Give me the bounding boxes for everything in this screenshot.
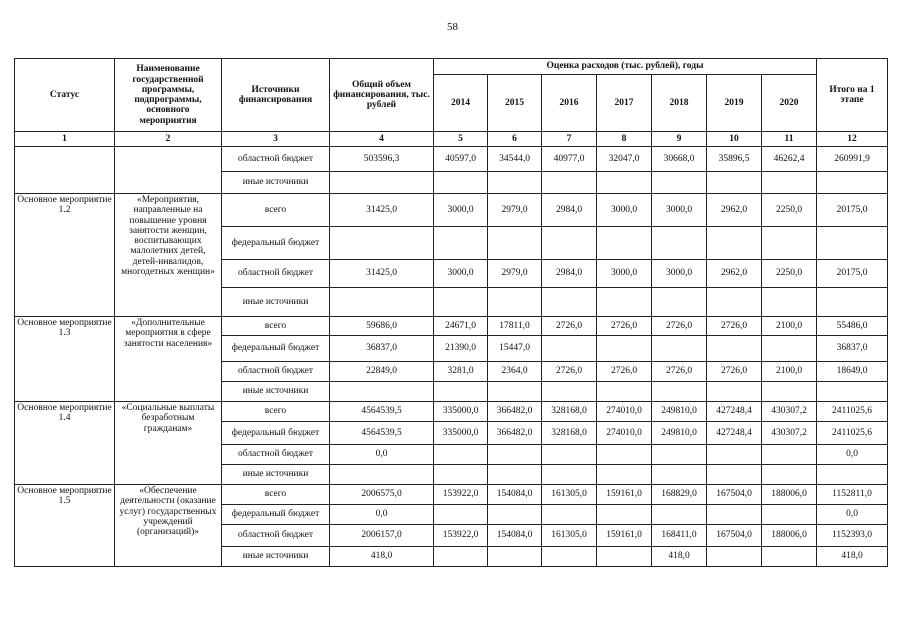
value-cell: 366482,0 (488, 402, 542, 422)
value-cell: 430307,2 (762, 422, 817, 445)
value-cell (488, 172, 542, 194)
value-cell: 2726,0 (707, 317, 762, 336)
financing-table (14, 58, 888, 567)
status-cell: Основное мероприятие 1.2 (15, 194, 115, 317)
value-cell (707, 227, 762, 260)
value-cell: 154084,0 (488, 525, 542, 547)
column-number: 4 (330, 132, 434, 147)
table-row (15, 485, 888, 505)
value-cell (330, 288, 434, 317)
value-cell: 2250,0 (762, 194, 817, 227)
value-cell (817, 227, 888, 260)
column-number: 7 (542, 132, 597, 147)
name-cell: «Дополнительные мероприятия в сфере занятости населения» (115, 317, 222, 402)
value-cell (597, 382, 652, 402)
value-cell: 4564539,5 (330, 402, 434, 422)
source-cell: иные источники (222, 382, 330, 402)
value-cell (542, 288, 597, 317)
value-cell: 22849,0 (330, 362, 434, 382)
source-cell: областной бюджет (222, 147, 330, 172)
value-cell (817, 465, 888, 485)
header-year: 2018 (652, 75, 707, 132)
source-cell: федеральный бюджет (222, 422, 330, 445)
column-number: 10 (707, 132, 762, 147)
name-cell: «Социальные выплаты безработным гражданам» (115, 402, 222, 485)
value-cell: 2726,0 (652, 317, 707, 336)
column-number: 1 (15, 132, 115, 147)
value-cell (652, 465, 707, 485)
value-cell: 0,0 (817, 505, 888, 525)
value-cell (597, 227, 652, 260)
header-year: 2015 (488, 75, 542, 132)
value-cell: 2726,0 (707, 362, 762, 382)
value-cell (488, 547, 542, 567)
value-cell: 154084,0 (488, 485, 542, 505)
value-cell (707, 465, 762, 485)
value-cell: 153922,0 (434, 525, 488, 547)
value-cell: 2364,0 (488, 362, 542, 382)
value-cell (542, 172, 597, 194)
value-cell (652, 382, 707, 402)
value-cell: 21390,0 (434, 336, 488, 362)
value-cell: 40977,0 (542, 147, 597, 172)
status-cell: Основное мероприятие 1.5 (15, 485, 115, 567)
value-cell: 3000,0 (434, 194, 488, 227)
value-cell: 503596,3 (330, 147, 434, 172)
header-year: 2019 (707, 75, 762, 132)
value-cell: 2979,0 (488, 194, 542, 227)
value-cell (707, 336, 762, 362)
header-total: Общий объем финансирования, тыс. рублей (330, 59, 434, 132)
value-cell: 24671,0 (434, 317, 488, 336)
value-cell: 46262,4 (762, 147, 817, 172)
value-cell: 4564539,5 (330, 422, 434, 445)
value-cell: 3000,0 (597, 260, 652, 288)
value-cell: 30668,0 (652, 147, 707, 172)
value-cell: 274010,0 (597, 422, 652, 445)
header-name: Наименование государственной программы, подпрограммы, основного мероприятия (115, 59, 222, 132)
column-number: 6 (488, 132, 542, 147)
source-cell: федеральный бюджет (222, 336, 330, 362)
header-year: 2020 (762, 75, 817, 132)
table-row (15, 194, 888, 227)
value-cell (652, 227, 707, 260)
value-cell (707, 445, 762, 465)
value-cell (488, 505, 542, 525)
value-cell: 153922,0 (434, 485, 488, 505)
value-cell: 55486,0 (817, 317, 888, 336)
value-cell: 31425,0 (330, 194, 434, 227)
value-cell (817, 382, 888, 402)
source-cell: федеральный бюджет (222, 505, 330, 525)
source-cell: всего (222, 485, 330, 505)
source-cell: всего (222, 402, 330, 422)
value-cell: 2726,0 (542, 317, 597, 336)
value-cell (434, 547, 488, 567)
source-cell: всего (222, 194, 330, 227)
header-year: 2016 (542, 75, 597, 132)
source-cell: иные источники (222, 547, 330, 567)
value-cell (434, 445, 488, 465)
value-cell (434, 288, 488, 317)
value-cell: 418,0 (652, 547, 707, 567)
value-cell: 2006157,0 (330, 525, 434, 547)
header-year: 2017 (597, 75, 652, 132)
value-cell (434, 227, 488, 260)
value-cell (488, 382, 542, 402)
column-number: 8 (597, 132, 652, 147)
value-cell: 32047,0 (597, 147, 652, 172)
value-cell: 2411025,6 (817, 422, 888, 445)
value-cell: 35896,5 (707, 147, 762, 172)
value-cell (542, 227, 597, 260)
value-cell: 34544,0 (488, 147, 542, 172)
source-cell: областной бюджет (222, 362, 330, 382)
value-cell: 188006,0 (762, 485, 817, 505)
source-cell: областной бюджет (222, 260, 330, 288)
value-cell (488, 445, 542, 465)
value-cell (597, 336, 652, 362)
value-cell: 20175,0 (817, 260, 888, 288)
value-cell (707, 505, 762, 525)
value-cell: 328168,0 (542, 422, 597, 445)
value-cell: 2411025,6 (817, 402, 888, 422)
value-cell (542, 505, 597, 525)
value-cell (434, 172, 488, 194)
header-year: 2014 (434, 75, 488, 132)
value-cell: 328168,0 (542, 402, 597, 422)
value-cell: 366482,0 (488, 422, 542, 445)
column-number: 11 (762, 132, 817, 147)
value-cell: 18649,0 (817, 362, 888, 382)
value-cell: 2726,0 (597, 317, 652, 336)
value-cell (762, 336, 817, 362)
table-row (15, 147, 888, 172)
value-cell: 418,0 (817, 547, 888, 567)
value-cell: 15447,0 (488, 336, 542, 362)
value-cell (652, 288, 707, 317)
value-cell (817, 172, 888, 194)
value-cell: 2962,0 (707, 260, 762, 288)
column-number: 3 (222, 132, 330, 147)
status-cell: Основное мероприятие 1.3 (15, 317, 115, 402)
value-cell (434, 382, 488, 402)
value-cell (330, 465, 434, 485)
value-cell (434, 505, 488, 525)
name-cell: «Мероприятия, направленные на повышение уровня занятости женщин, воспитывающих малолетних детей, детей-инвалидов, многодетных женщин» (115, 194, 222, 317)
table-row (15, 402, 888, 422)
value-cell: 2984,0 (542, 194, 597, 227)
source-cell: иные источники (222, 288, 330, 317)
value-cell: 36837,0 (817, 336, 888, 362)
source-cell: иные источники (222, 465, 330, 485)
value-cell: 0,0 (817, 445, 888, 465)
value-cell: 335000,0 (434, 422, 488, 445)
value-cell: 427248,4 (707, 422, 762, 445)
value-cell (707, 382, 762, 402)
column-number: 12 (817, 132, 888, 147)
value-cell (542, 382, 597, 402)
value-cell: 335000,0 (434, 402, 488, 422)
value-cell: 159161,0 (597, 525, 652, 547)
value-cell: 2726,0 (597, 362, 652, 382)
value-cell (762, 382, 817, 402)
column-number: 9 (652, 132, 707, 147)
status-cell (15, 147, 115, 194)
value-cell: 2250,0 (762, 260, 817, 288)
value-cell: 167504,0 (707, 485, 762, 505)
value-cell: 3000,0 (652, 260, 707, 288)
source-cell: федеральный бюджет (222, 227, 330, 260)
value-cell (652, 172, 707, 194)
value-cell: 188006,0 (762, 525, 817, 547)
header-sources: Источники финансирования (222, 59, 330, 132)
value-cell (434, 465, 488, 485)
value-cell (597, 445, 652, 465)
value-cell: 167504,0 (707, 525, 762, 547)
value-cell (542, 445, 597, 465)
value-cell: 3000,0 (652, 194, 707, 227)
source-cell: всего (222, 317, 330, 336)
value-cell: 2962,0 (707, 194, 762, 227)
value-cell: 161305,0 (542, 525, 597, 547)
header-estimate: Оценка расходов (тыс. рублей), годы (434, 59, 817, 75)
value-cell (762, 465, 817, 485)
value-cell (652, 445, 707, 465)
header-status: Статус (15, 59, 115, 132)
value-cell: 36837,0 (330, 336, 434, 362)
value-cell (542, 547, 597, 567)
source-cell: областной бюджет (222, 525, 330, 547)
value-cell: 3000,0 (597, 194, 652, 227)
value-cell (707, 288, 762, 317)
value-cell: 2984,0 (542, 260, 597, 288)
table-row (15, 317, 888, 336)
value-cell: 249810,0 (652, 422, 707, 445)
page-number: 58 (447, 21, 458, 33)
value-cell (597, 547, 652, 567)
value-cell (762, 172, 817, 194)
value-cell: 274010,0 (597, 402, 652, 422)
value-cell (762, 547, 817, 567)
value-cell: 249810,0 (652, 402, 707, 422)
source-cell: иные источники (222, 172, 330, 194)
value-cell (707, 172, 762, 194)
value-cell: 159161,0 (597, 485, 652, 505)
value-cell (762, 227, 817, 260)
value-cell: 31425,0 (330, 260, 434, 288)
name-cell: «Обеспечение деятельности (оказание услуг) государственных учреждений (организаций)» (115, 485, 222, 567)
value-cell (597, 465, 652, 485)
value-cell (542, 465, 597, 485)
value-cell: 161305,0 (542, 485, 597, 505)
value-cell (330, 172, 434, 194)
value-cell: 430307,2 (762, 402, 817, 422)
value-cell: 260991,9 (817, 147, 888, 172)
value-cell (488, 227, 542, 260)
value-cell: 2100,0 (762, 362, 817, 382)
value-cell (652, 336, 707, 362)
name-cell (115, 147, 222, 194)
value-cell (488, 288, 542, 317)
value-cell: 2100,0 (762, 317, 817, 336)
value-cell (762, 505, 817, 525)
value-cell: 0,0 (330, 505, 434, 525)
value-cell: 59686,0 (330, 317, 434, 336)
header-stage-total: Итого на 1 этапе (817, 59, 888, 132)
value-cell (488, 465, 542, 485)
value-cell: 3281,0 (434, 362, 488, 382)
source-cell: областной бюджет (222, 445, 330, 465)
value-cell: 20175,0 (817, 194, 888, 227)
value-cell: 168829,0 (652, 485, 707, 505)
value-cell (330, 227, 434, 260)
value-cell (707, 547, 762, 567)
value-cell: 2726,0 (652, 362, 707, 382)
value-cell: 1152811,0 (817, 485, 888, 505)
value-cell: 2006575,0 (330, 485, 434, 505)
value-cell: 418,0 (330, 547, 434, 567)
value-cell: 2979,0 (488, 260, 542, 288)
value-cell (817, 288, 888, 317)
status-cell: Основное мероприятие 1.4 (15, 402, 115, 485)
value-cell (597, 172, 652, 194)
value-cell (762, 288, 817, 317)
column-number: 5 (434, 132, 488, 147)
value-cell (652, 505, 707, 525)
value-cell: 40597,0 (434, 147, 488, 172)
value-cell (330, 382, 434, 402)
value-cell: 427248,4 (707, 402, 762, 422)
value-cell (597, 505, 652, 525)
value-cell: 168411,0 (652, 525, 707, 547)
value-cell: 3000,0 (434, 260, 488, 288)
value-cell: 0,0 (330, 445, 434, 465)
value-cell: 2726,0 (542, 362, 597, 382)
column-number: 2 (115, 132, 222, 147)
value-cell (762, 445, 817, 465)
value-cell (542, 336, 597, 362)
value-cell: 1152393,0 (817, 525, 888, 547)
value-cell: 17811,0 (488, 317, 542, 336)
value-cell (597, 288, 652, 317)
